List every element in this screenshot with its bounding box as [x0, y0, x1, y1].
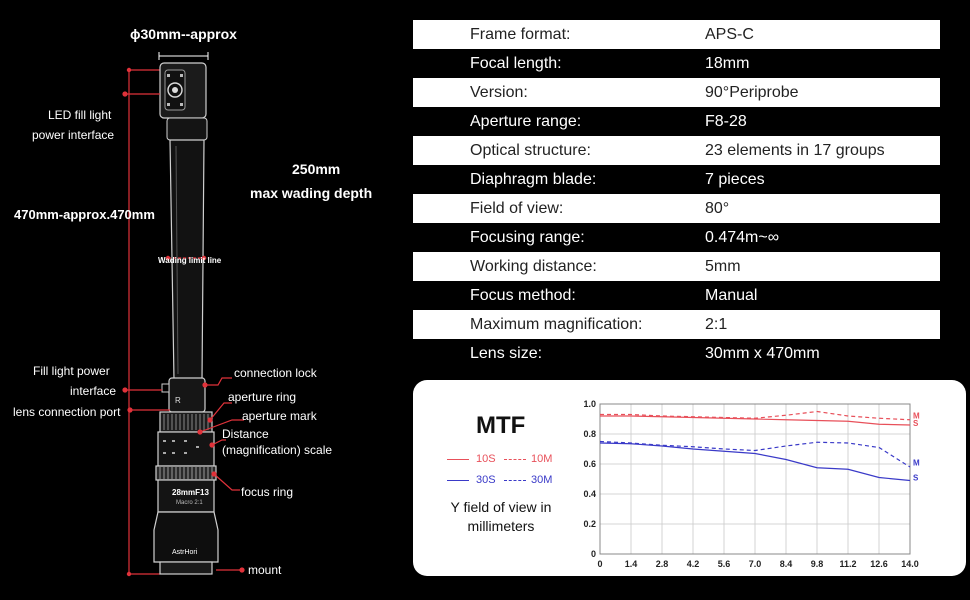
mtf-title: MTF [476, 412, 526, 439]
spec-label: Focusing range: [470, 228, 585, 246]
spec-label: Frame format: [470, 25, 571, 43]
spec-label: Maximum magnification: [470, 315, 643, 333]
depth-value-label: 250mm [292, 161, 341, 177]
end-label-bottom-m: M [913, 458, 920, 468]
spec-value: 5mm [705, 257, 741, 275]
spec-row [413, 78, 940, 107]
pointer-focus-ring [214, 474, 240, 490]
connection-lock-label: connection lock [234, 366, 317, 380]
spec-value: 23 elements in 17 groups [705, 141, 885, 159]
focus-ring-label: focus ring [241, 485, 294, 499]
x-tick-label: 12.6 [870, 559, 888, 569]
spec-label: Working distance: [470, 257, 597, 275]
brand-label: AstrHori [172, 549, 198, 556]
spec-value: 80° [705, 199, 730, 217]
x-tick-label: 0 [597, 559, 603, 569]
spec-value: 90°Periprobe [705, 83, 799, 101]
mtf-panel [413, 380, 966, 576]
spec-value: 7 pieces [705, 170, 765, 188]
mount-label: mount [248, 563, 282, 577]
spec-value: Manual [705, 286, 758, 304]
distance-scale [158, 432, 214, 466]
fill-light-port-icon [162, 384, 169, 392]
lens-mount [160, 562, 212, 574]
spec-row [413, 107, 940, 136]
legend-30s: 30S [476, 474, 496, 486]
end-label-top-s: S [913, 418, 919, 428]
x-tick-label: 2.8 [655, 559, 669, 569]
lens-text-2: Macro 2:1 [176, 500, 203, 506]
diameter-label: ϕ30mm--approx [130, 26, 237, 42]
spec-label: Focal length: [470, 54, 562, 72]
length-label: 470mm-approx.470mm [14, 207, 155, 222]
end-label-bottom-s: S [913, 473, 919, 483]
spec-row [413, 310, 940, 339]
mtf-caption-line-2: millimeters [467, 518, 535, 534]
y-tick-label: 1.0 [583, 399, 596, 409]
y-tick-label: 0.2 [583, 519, 596, 529]
lens-connection-port-label: lens connection port [13, 405, 121, 419]
mtf-chart [413, 380, 966, 576]
spec-value: 30mm x 470mm [705, 344, 820, 362]
spec-value: F8-28 [705, 112, 747, 130]
spec-row [413, 165, 940, 194]
legend-10m: 10M [531, 453, 553, 465]
spec-label: Field of view: [470, 199, 564, 217]
spec-label: Version: [470, 83, 528, 101]
spec-row [413, 281, 940, 310]
wading-limit-label: Wading limit line [158, 256, 222, 265]
x-tick-label: 7.0 [748, 559, 762, 569]
focus-ring [156, 466, 216, 480]
spec-row [413, 194, 940, 223]
legend-30m: 30M [531, 474, 553, 486]
led-fill-light-label: LED fill light [48, 108, 112, 122]
spec-value: 18mm [705, 54, 750, 72]
spec-row [413, 136, 940, 165]
distance-scale-label-1: Distance [222, 427, 269, 441]
spec-table [413, 20, 940, 368]
spec-label: Lens size: [470, 344, 543, 362]
spec-row [413, 49, 940, 78]
x-tick-label: 9.8 [810, 559, 824, 569]
x-tick-label: 11.2 [839, 559, 857, 569]
mtf-caption-line-1: Y field of view in [450, 499, 552, 515]
x-tick-label: 4.2 [686, 559, 700, 569]
y-tick-label: 0.6 [583, 459, 596, 469]
aperture-mark-label: aperture mark [242, 409, 317, 423]
x-tick-label: 14.0 [901, 559, 919, 569]
end-label-top-m: M [913, 411, 920, 421]
spec-value: 0.474m~∞ [705, 228, 780, 246]
spec-label: Focus method: [470, 286, 576, 304]
aperture-ring-label: aperture ring [228, 390, 297, 404]
x-tick-label: 1.4 [624, 559, 638, 569]
legend-10s: 10S [476, 453, 496, 465]
spec-row [413, 252, 940, 281]
spec-value: 2:1 [705, 315, 728, 333]
spec-row [413, 20, 940, 49]
fill-light-power-label: Fill light power [33, 364, 110, 378]
x-tick-label: 8.4 [779, 559, 793, 569]
spec-value: APS-C [705, 25, 754, 43]
distance-scale-label-2: (magnification) scale [222, 443, 333, 457]
interface-label: interface [70, 384, 117, 398]
ring-mark-label: R [175, 396, 181, 405]
depth-label: max wading depth [250, 185, 373, 201]
spec-label: Aperture range: [470, 112, 582, 130]
lens-text-1: 28mmF13 [172, 488, 209, 497]
spec-label: Optical structure: [470, 141, 591, 159]
spec-row [413, 339, 940, 368]
spec-row [413, 223, 940, 252]
pointer-aperture-ring [210, 403, 232, 420]
power-interface-label: power interface [32, 128, 115, 142]
y-tick-label: 0 [590, 549, 596, 559]
spec-label: Diaphragm blade: [470, 170, 597, 188]
pointer-connection-lock [205, 378, 232, 385]
x-tick-label: 5.6 [717, 559, 731, 569]
lens-diagram [0, 0, 400, 600]
y-tick-label: 0.4 [583, 489, 596, 499]
y-tick-label: 0.8 [583, 429, 596, 439]
